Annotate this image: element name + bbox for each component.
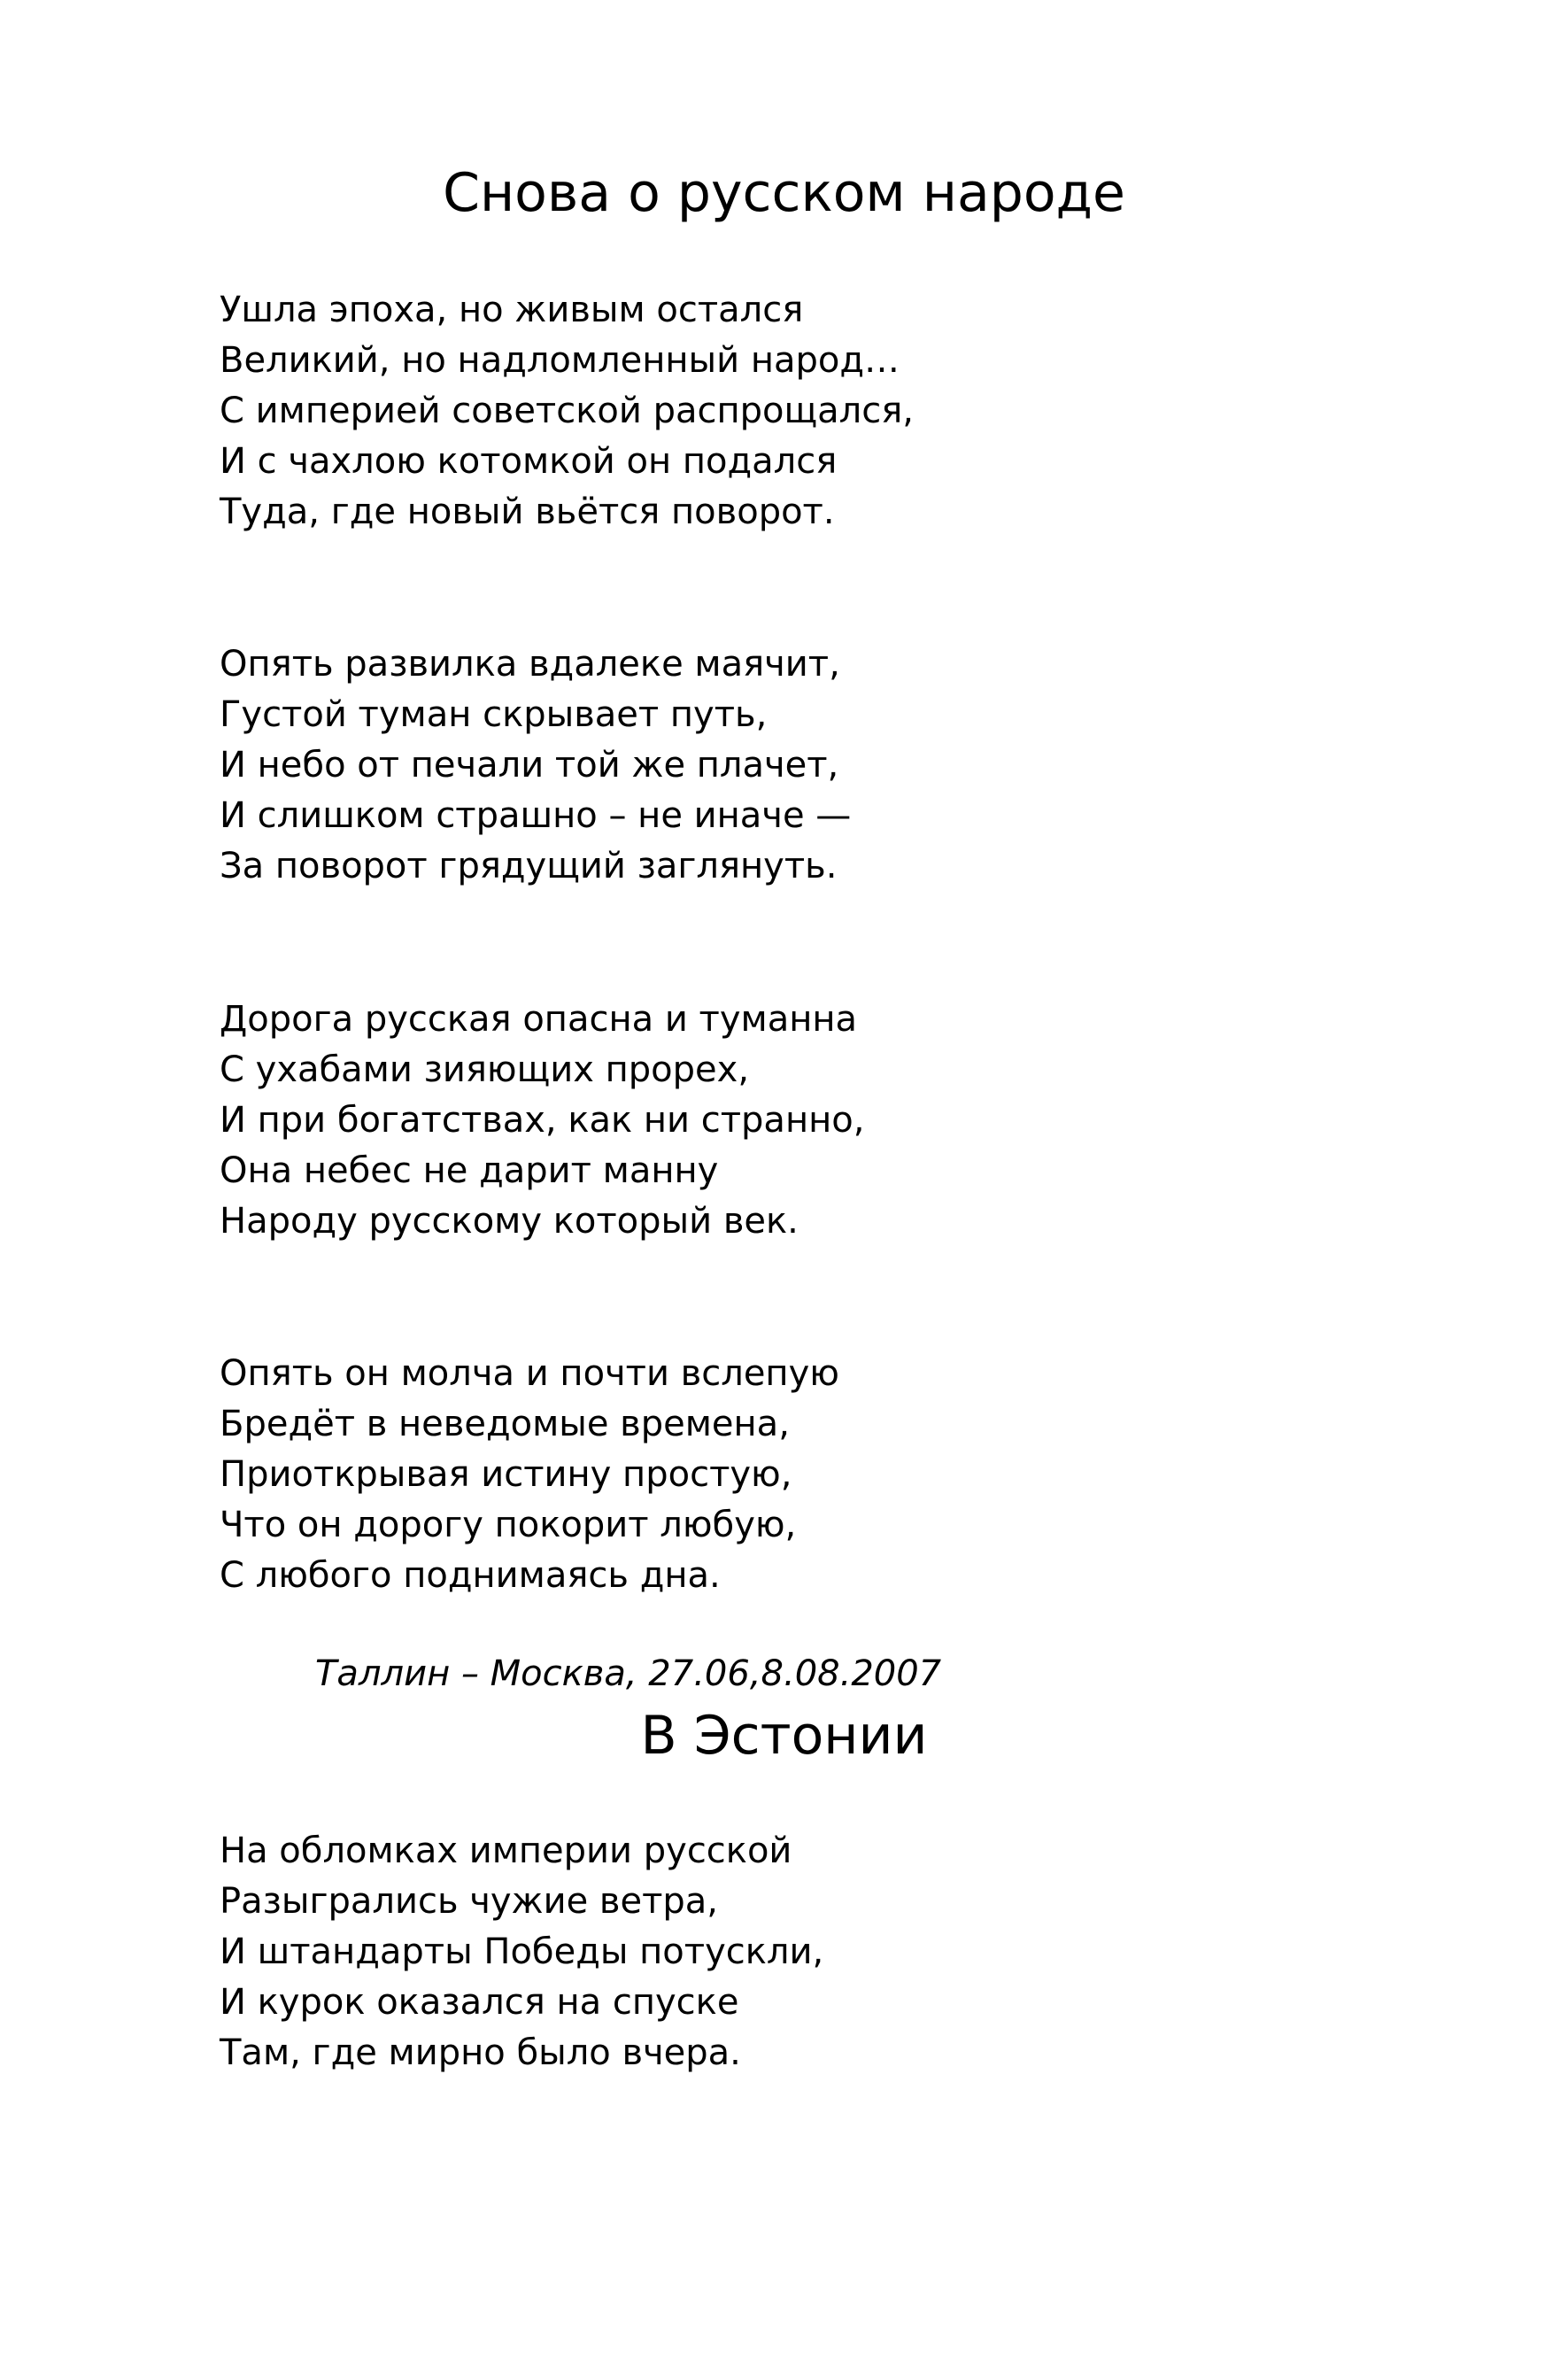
poem-line: С ухабами зияющих прорех, [220, 1049, 750, 1090]
poem-line: И слишком страшно – не иначе — [220, 795, 852, 836]
poem-line: И с чахлою котомкой он подался [220, 441, 838, 482]
poem-line: Народу русскому который век. [220, 1201, 799, 1242]
poem-signature: Таллин – Москва, 27.06,8.08.2007 [315, 1653, 942, 1694]
poem-line: Она небес не дарит манну [220, 1150, 719, 1191]
poem-line: Опять развилка вдалеке маячит, [220, 644, 840, 685]
poem-line: И курок оказался на спуске [220, 1982, 739, 2023]
poem-line: На обломках империи русской [220, 1831, 792, 1871]
poem-line: Разыгрались чужие ветра, [220, 1881, 719, 1922]
poem-line: Великий, но надломленный народ… [220, 340, 900, 381]
poem-stanza [220, 1349, 839, 1601]
poem-line: Что он дорогу покорит любую, [220, 1505, 797, 1545]
poem-line: Там, где мирно было вчера. [220, 2032, 741, 2073]
poem-line: С империей советской распрощался, [220, 391, 915, 431]
poem-stanza [220, 1826, 823, 2078]
poem-line: Густой туман скрывает путь, [220, 694, 768, 735]
poem-stanza [220, 639, 851, 892]
poem-line: Бредёт в неведомые времена, [220, 1404, 790, 1444]
poem-line: Опять он молча и почти вслепую [220, 1353, 839, 1394]
poem-line: И штандарты Победы потускли, [220, 1931, 824, 1972]
poem-title: В Эстонии [640, 1705, 928, 1767]
poem-title: Снова о русском народе [443, 162, 1125, 224]
poem-stanza [220, 995, 864, 1247]
poem-line: Приоткрывая истину простую, [220, 1454, 792, 1495]
poem-line: Ушла эпоха, но живым остался [220, 290, 804, 330]
poem-line: Туда, где новый вьётся поворот. [220, 491, 835, 532]
poem-stanza [220, 285, 914, 538]
poem-line: За поворот грядущий заглянуть. [220, 846, 838, 886]
poem-line: С любого поднимаясь дна. [220, 1555, 721, 1596]
poem-line: Дорога русская опасна и туманна [220, 999, 858, 1040]
poem-line: И при богатствах, как ни странно, [220, 1100, 865, 1141]
poem-line: И небо от печали той же плачет, [220, 745, 839, 786]
